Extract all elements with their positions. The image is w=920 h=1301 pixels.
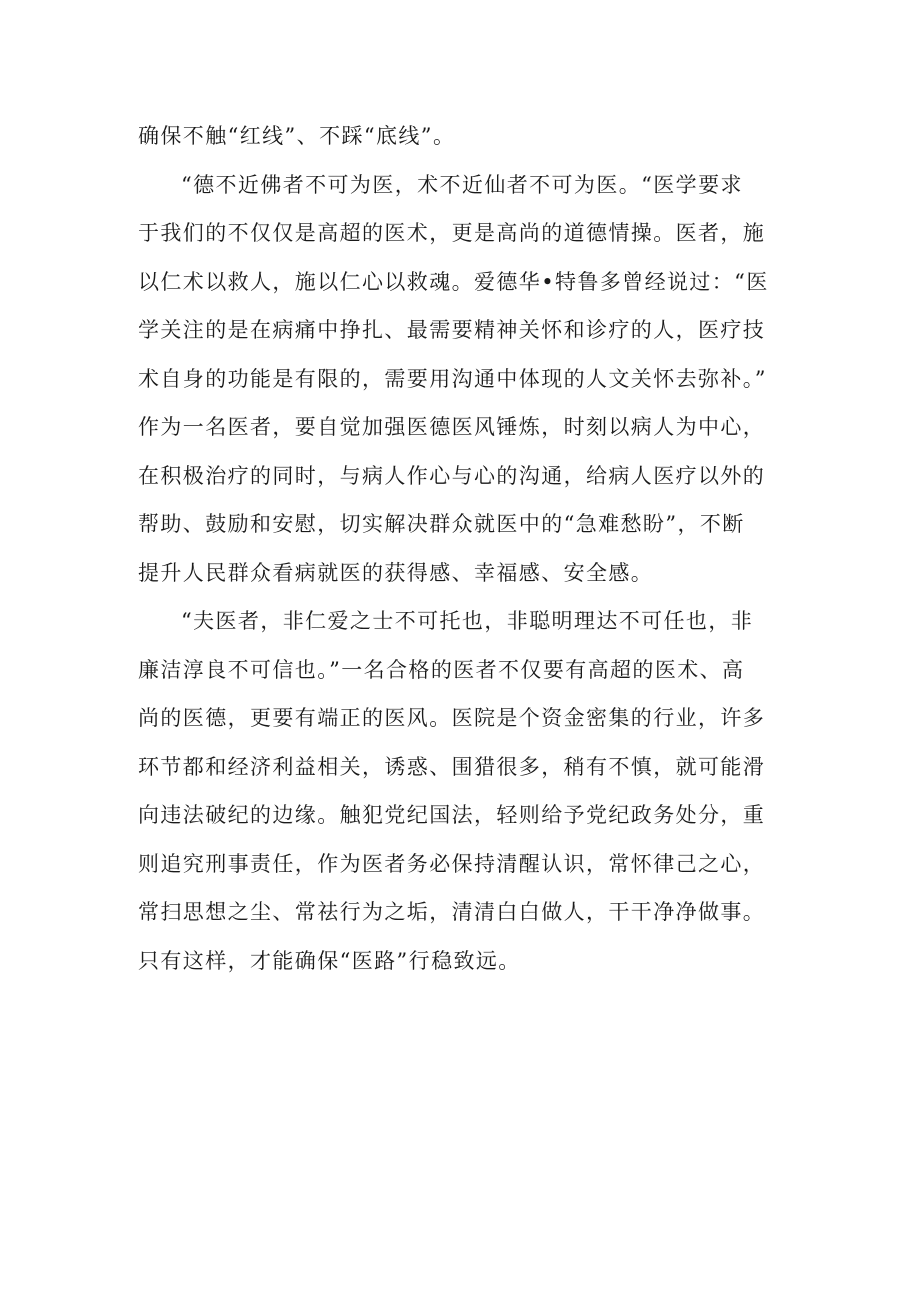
text-line: 环节都和经济利益相关，诱惑、围猎很多，稍有不慎，就可能滑 [138,754,766,779]
paragraph-first-line: “夫医者，非仁爱之士不可托也，非聪明理达不可任也，非 [181,609,754,633]
text-line: 常扫思想之尘、常祛行为之垢，清清白白做人，干干净净做事。 [138,900,766,924]
text-line: 学关注的是在病痛中挣扎、最需要精神关怀和诊疗的人，医疗技 [138,318,766,342]
text-line: 尚的医德，更要有端正的医风。医院是个资金密集的行业，许多 [138,706,766,730]
text-line: 帮助、鼓励和安慰，切实解决群众就医中的“急难愁盼”，不断 [138,512,745,536]
text-line: 廉洁淳良不可信也。”一名合格的医者不仅要有高超的医术、高 [138,657,745,682]
text-line: 确保不触“红线”、不踩“底线”。 [138,124,456,148]
text-line: 提升人民群众看病就医的获得感、幸福感、安全感。 [138,560,654,585]
text-line: 向违法破纪的边缘。触犯党纪国法，轻则给予党纪政务处分，重 [138,803,766,827]
document-body [138,112,790,985]
text-line: 术自身的功能是有限的，需要用沟通中体现的人文关怀去弥补。” [138,366,767,391]
text-line: 只有这样，才能确保“医路”行稳致远。 [138,948,521,973]
text-line: 以仁术以救人，施以仁心以救魂。爱德华•特鲁多曾经说过：“医 [138,269,769,294]
text-line: 则追究刑事责任，作为医者务必保持清醒认识，常怀律己之心， [138,851,766,876]
text-line: 在积极治疗的同时，与病人作心与心的沟通，给病人医疗以外的 [138,463,766,488]
paragraph-first-line: “德不近佛者不可为医，术不近仙者不可为医。“医学要求 [181,172,743,197]
text-line: 作为一名医者，要自觉加强医德医风锤炼，时刻以病人为中心， [138,415,766,439]
text-line: 于我们的不仅仅是高超的医术，更是高尚的道德情操。医者，施 [138,221,766,245]
